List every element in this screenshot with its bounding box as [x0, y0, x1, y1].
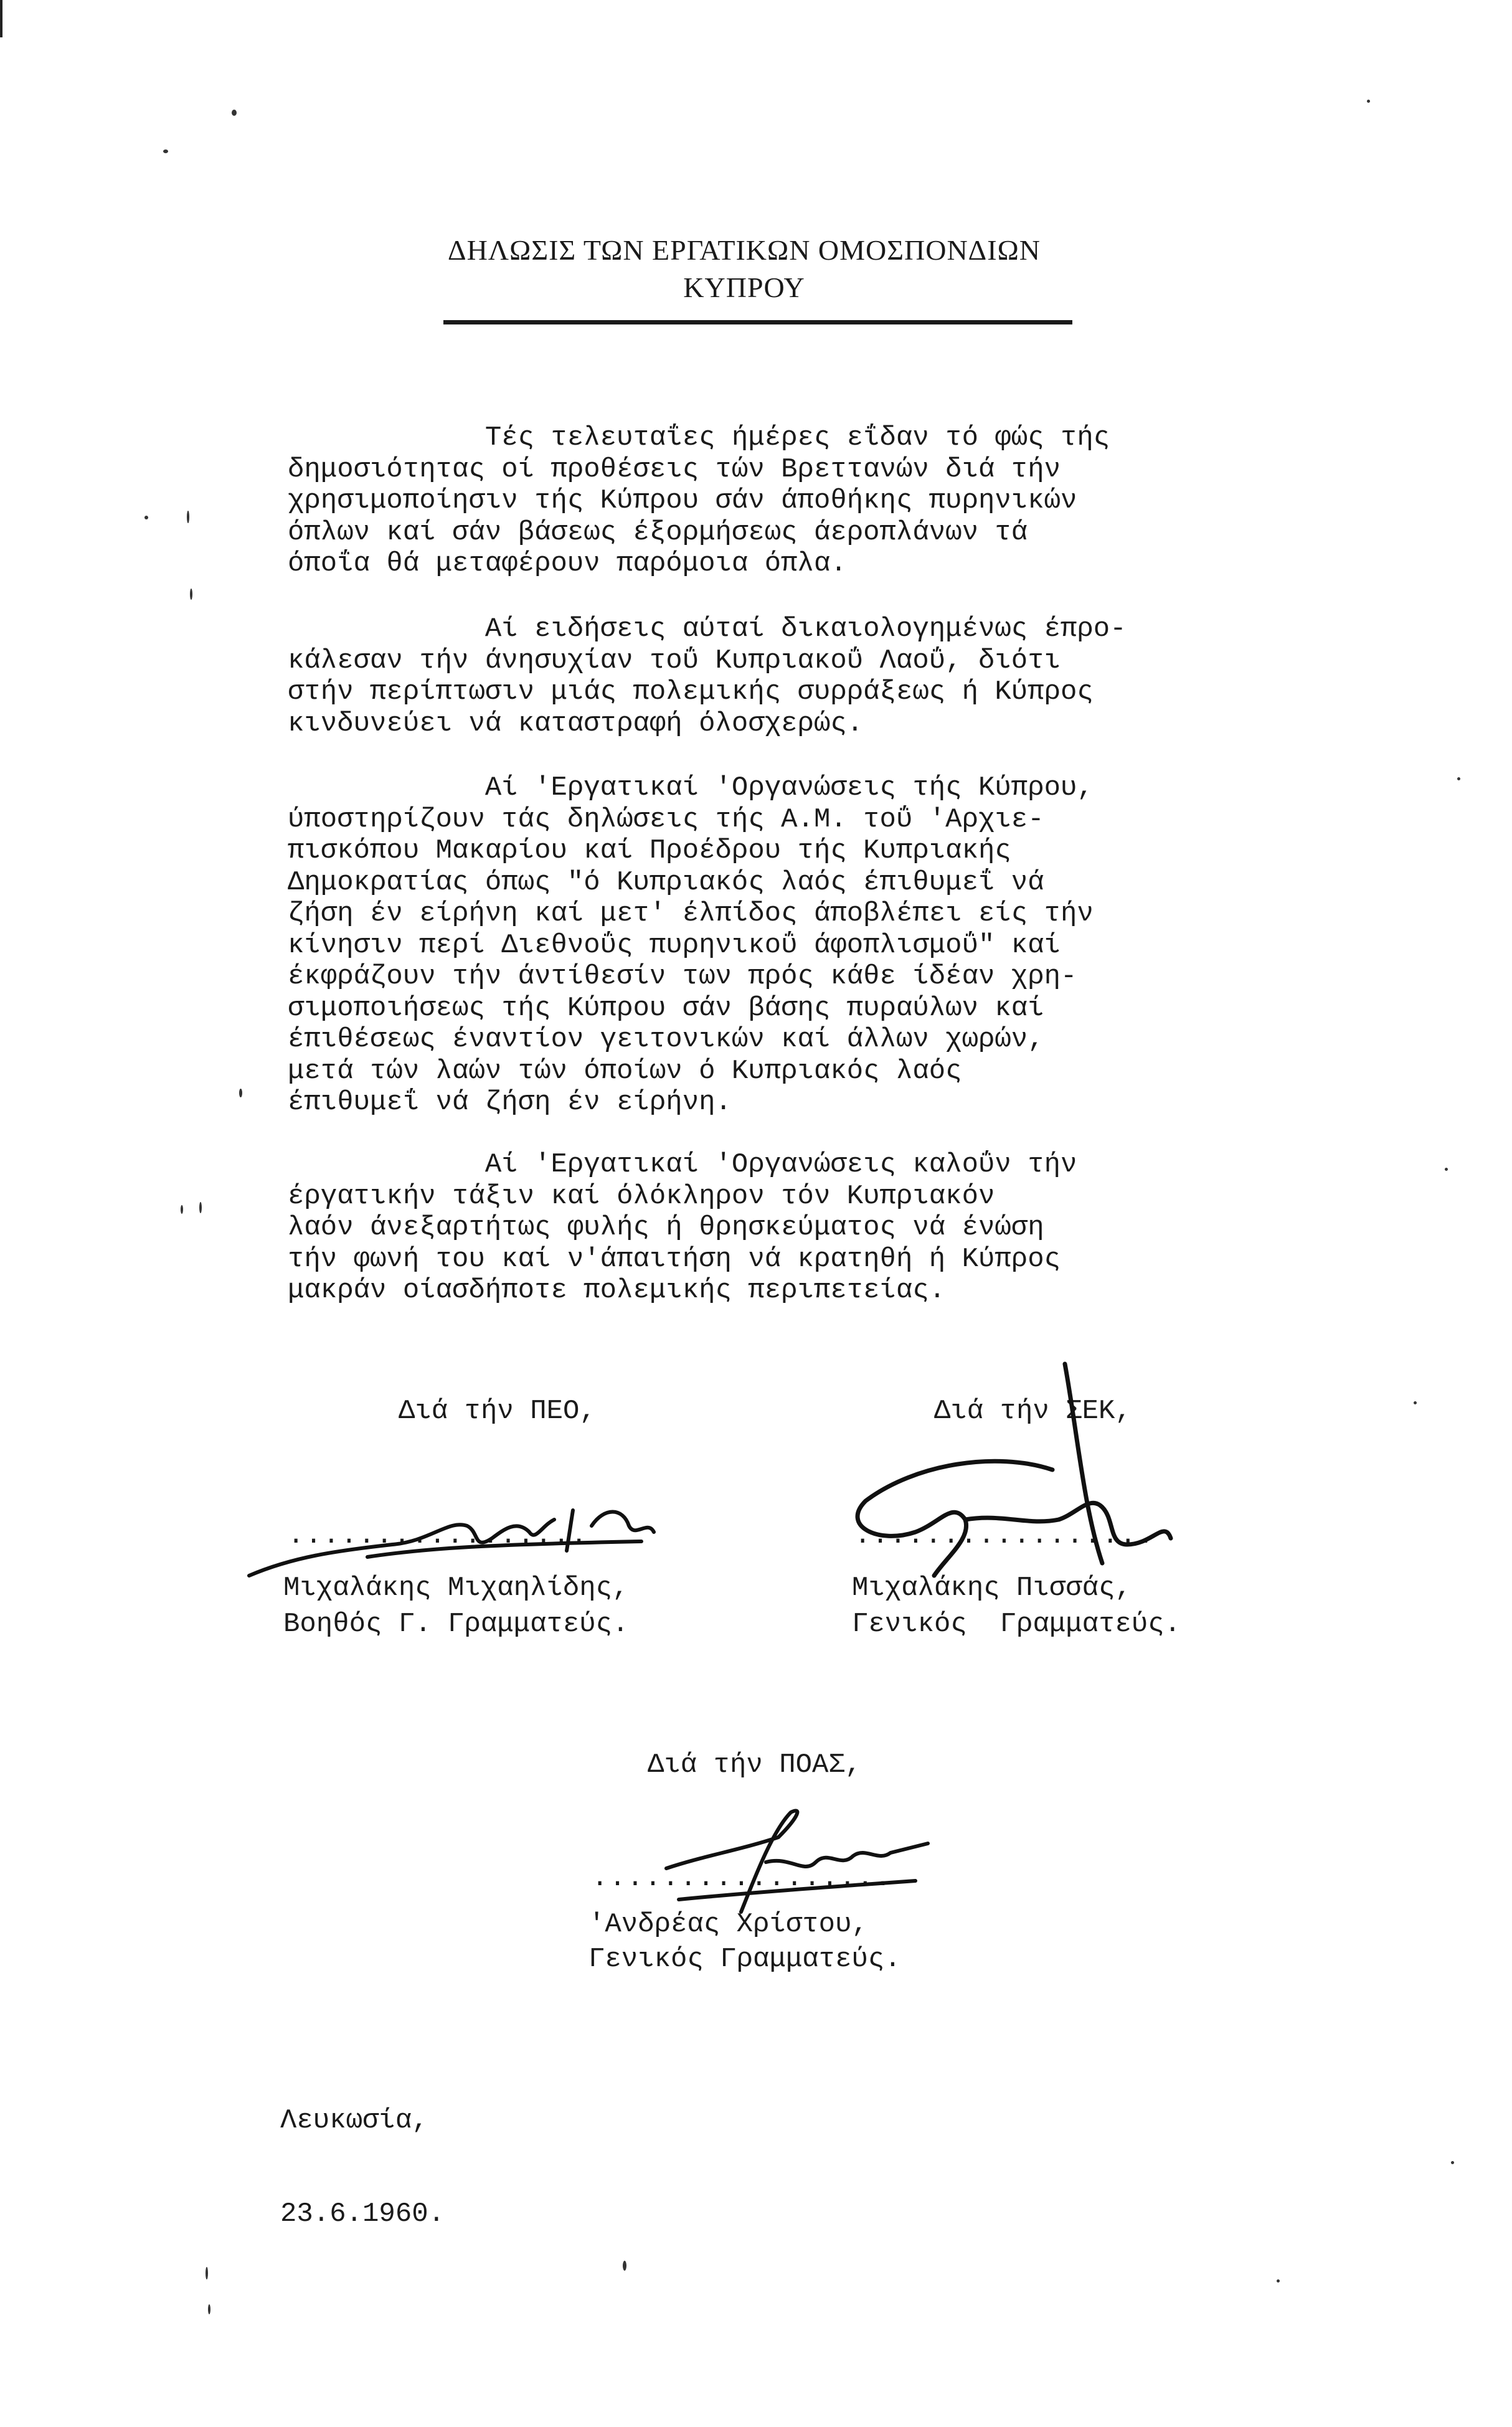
scan-speck	[181, 1205, 183, 1214]
scan-speck	[1451, 2161, 1454, 2164]
scan-speck	[1457, 777, 1460, 780]
scan-speck	[144, 516, 148, 519]
scan-speck	[239, 1089, 242, 1097]
sek-signatory-name: Μιχαλάκης Πισσάς,	[852, 1573, 1132, 1604]
scan-speck	[623, 2261, 626, 2271]
scan-speck	[208, 2304, 210, 2314]
scan-speck	[163, 149, 168, 153]
scan-speck	[187, 511, 189, 523]
title-line-2: ΚΥΠΡΟΥ	[683, 272, 805, 303]
date: 23.6.1960.	[280, 2198, 445, 2230]
place: Λευκωσία,	[280, 2105, 428, 2136]
scan-speck	[1277, 2279, 1280, 2283]
paragraph-4: Αί 'Εργατικαί 'Οργανώσεις καλοΰν τήν έργατικήν τάξιν καί όλόκληρον τόν Κυπριακόν λαόν άνεξαρτήτως φυλής ή θρησκεύματος νά ένώση τήν φωνή του καί ν'άπαιτήση νά κρατηθή ή Κύπρος μακράν οίασδήποτε πολεμικής περιπετείας.	[288, 1149, 1077, 1306]
scan-speck	[190, 589, 192, 600]
paragraph-3: Αί 'Εργατικαί 'Οργανώσεις τής Κύπρου, ύποστηρίζουν τάς δηλώσεις τής Α.Μ. τοΰ 'Αρχιε- πισκόπου Μακαρίου καί Προέδρου τής Κυπριακής Δημοκρατίας όπως "ό Κυπριακός λαός έπιθυμεΐ νά ζήση έν είρήνη καί μετ' έλπίδος άποβλέπει είς τήν κίνησιν περί Διεθνοΰς πυρηνικοΰ άφοπλισμοΰ" καί έκφράζουν τήν άντίθεσίν των πρός κάθε ίδέαν χρη- σιμοποιήσεως τής Κύπρου σάν βάσης πυραύλων καί έπιθέσεως έναντίον γειτονικών καί άλλων χωρών, μετά τών λαών τών όποίων ό Κυπριακός λαός έπιθυμεΐ νά ζήση έν είρήνη.	[288, 772, 1094, 1118]
poas-signature-line: .................	[592, 1863, 892, 1894]
paragraph-1: Τές τελευταΐες ήμέρες εΐδαν τό φώς τής δημοσιότητας οί προθέσεις τών Βρεττανών διά τήν χρησιμοποίησιν τής Κύπρου σάν άποθήκης πυρηνικών όπλων καί σάν βάσεως έξορμήσεως άεροπλάνων τά όποΐα θά μεταφέρουν παρόμοια όπλα.	[288, 422, 1110, 579]
scan-speck	[199, 1202, 202, 1213]
peo-signature-line: .................	[288, 1520, 588, 1551]
poas-signatory-name: 'Ανδρέας Χρίστου,	[588, 1909, 868, 1940]
title-line-1: ΔΗΛΩΣΙΣ ΤΩΝ ΕΡΓΑΤΙΚΩΝ ΟΜΟΣΠΟΝΔΙΩΝ	[448, 234, 1041, 266]
document-title	[399, 232, 1090, 306]
peo-signatory-name: Μιχαλάκης Μιχαηλίδης,	[283, 1573, 629, 1604]
place-and-date	[280, 2043, 445, 2292]
paragraph-2: Αί ειδήσεις αύταί δικαιολογημένως έπρο- κάλεσαν τήν άνησυχίαν τοΰ Κυπριακοΰ Λαοΰ, διότι στήν περίπτωσιν μιάς πολεμικής συρράξεως ή Κύπρος κινδυνεύει νά καταστραφή όλοσχερώς.	[288, 613, 1127, 739]
sek-signature-line: .................	[854, 1520, 1155, 1551]
sek-for-label: Διά τήν ΣΕΚ,	[934, 1396, 1132, 1427]
poas-signatory-role: Γενικός Γραμματεύς.	[588, 1944, 901, 1975]
poas-for-label: Διά τήν ΠΟΑΣ,	[648, 1749, 862, 1781]
scan-edge-mark	[0, 0, 2, 37]
title-underline	[443, 320, 1072, 324]
scan-speck	[1367, 100, 1370, 103]
scan-speck	[232, 110, 237, 116]
peo-for-label: Διά τήν ΠΕΟ,	[399, 1396, 596, 1427]
scan-speck	[206, 2267, 208, 2279]
sek-signatory-role: Γενικός Γραμματεύς.	[852, 1609, 1181, 1640]
scan-speck	[1414, 1401, 1417, 1404]
scan-speck	[1445, 1168, 1448, 1171]
peo-signatory-role: Βοηθός Γ. Γραμματεύς.	[283, 1609, 629, 1640]
